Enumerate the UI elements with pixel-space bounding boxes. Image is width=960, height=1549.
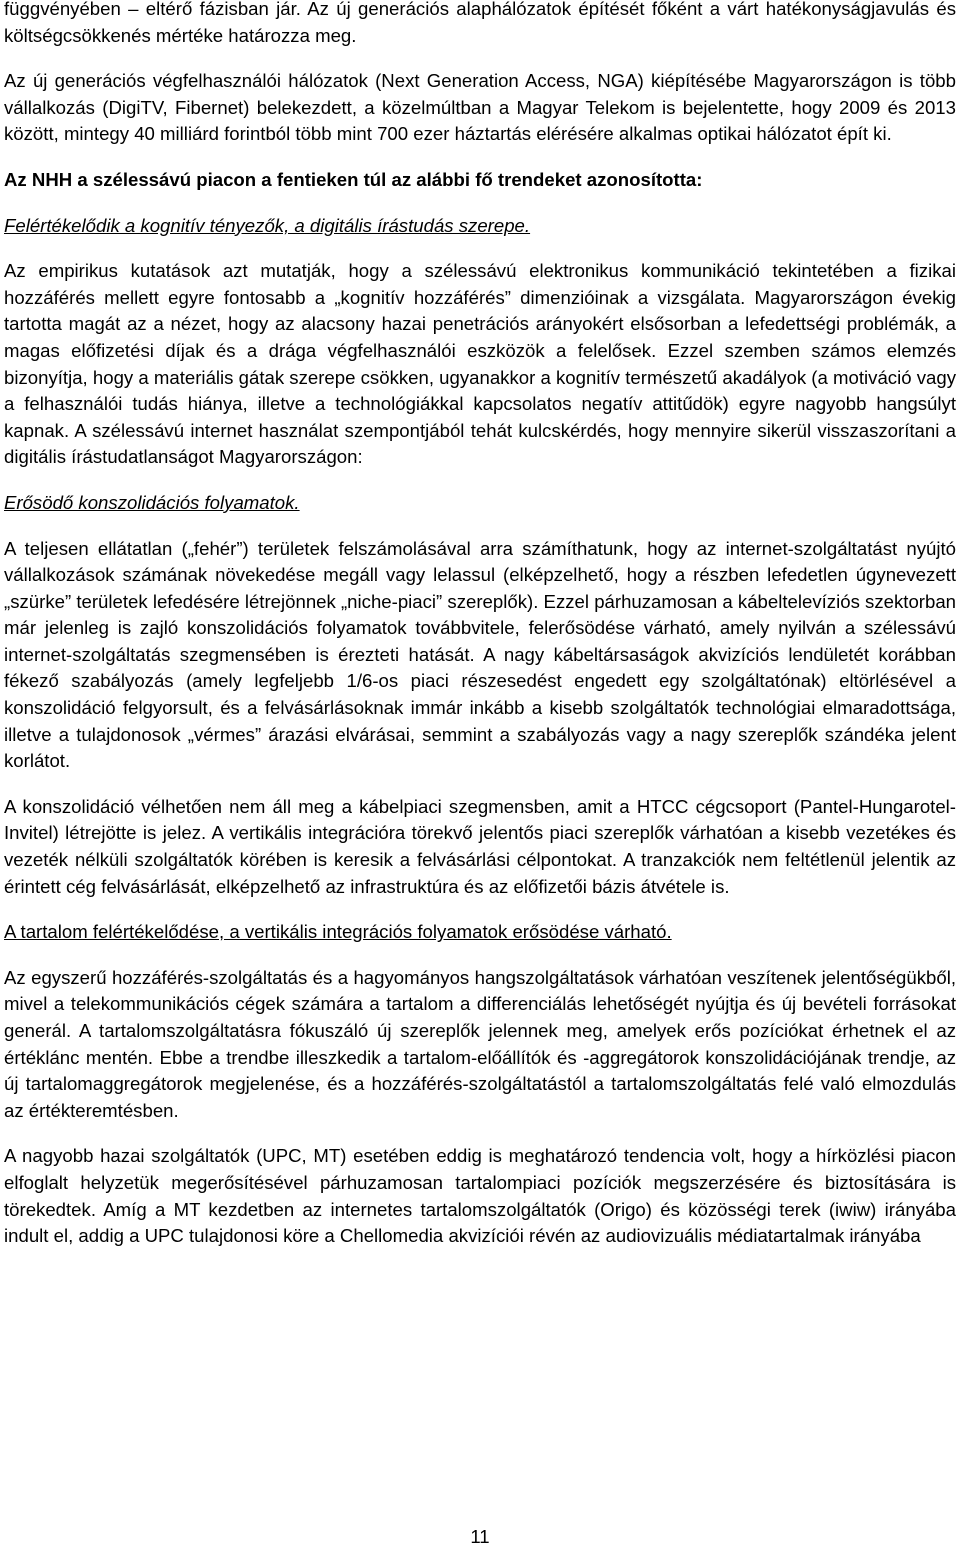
paragraph-htcc-consolidation: A konszolidáció vélhetően nem áll meg a kábelpiaci szegmensben, amit a HTCC cégcsoport (Pantel-Hungarotel-Invitel) létrejötte is jelez. A vertikális integrációra törekvő jelentős piaci szereplők várhatóan a kisebb vezetékes és vezeték nélküli szolgáltatók körében is keresik a felvásárlási célpontokat. A tranzakciók nem feltétlenül jelentik az érintett cég felvásárlását, elképzelhető az infrastruktúra és az előfizetői bázis átvétele is.	[4, 795, 956, 897]
paragraph-cognitive-access: Az empirikus kutatások azt mutatják, hogy a szélessávú elektronikus kommunikáció tekintetében a fizikai hozzáférés mellett egyre fontosabb a „kognitív hozzáférés” dimenzióinak a vizsgálata. Magyarországon évekig tartotta magát az a nézet, hogy az alacsony hazai penetrációs arányokért elsősorban a lefedettségi problémák, a magas előfizetési díjak és a drága végfelhasználói eszközök a felelősek. Ezzel szemben számos elemzés bizonyítja, hogy a materiális gátak szerepe csökken, ugyanakkor a kognitív természetű akadályok (a motiváció vagy a felhasználói tudás hiánya, illetve a technológiákkal kapcsolatos negatív attitűdök) egyre nagyobb hangsúlyt kapnak. A szélessávú internet használat szempontjából tehát kulcskérdés, hogy mennyire sikerül visszaszorítani a digitális írástudatlanságot Magyarországon:	[4, 260, 956, 468]
trend-heading-content-value: A tartalom felértékelődése, a vertikális integrációs folyamatok erősödése várható.	[4, 921, 672, 943]
trends-intro-heading: Az NHH a szélessávú piacon a fentieken túl az alábbi fő trendeket azonosította:	[4, 168, 703, 190]
paragraph-major-providers: A nagyobb hazai szolgáltatók (UPC, MT) esetében eddig is meghatározó tendencia volt, hogy a hírközlési piacon elfoglalt helyzetük megerősítésével párhuzamosan tartalompiaci pozíciók megszerzésére és biztosítására is törekedtek. Amíg a MT kezdetben az internetes tartalomszolgáltatók (Origo) és közösségi terek (iwiw) irányába indult el, addig a UPC tulajdonosi köre a Chellomedia akvizíciói révén az audiovizuális médiatartalmak irányába	[4, 1145, 956, 1247]
paragraph-white-areas: A teljesen ellátatlan („fehér”) területek felszámolásával arra számíthatunk, hogy az internet-szolgáltatást nyújtó vállalkozások számának növekedése megáll vagy lelassul (elképzelhető, hogy a részben lefedetlen úgynevezett „szürke” területek lefedésére létrejönnek „niche-piaci” szereplők). Ezzel párhuzamosan a kábeltelevíziós szektorban már jelenleg is zajló konszolidációs folyamatok továbbvitele, felerősödése várható, amely nyilván a szélessávú internet-szolgáltatás szegmensében is érezteti hatását. A nagy kábeltársaságok akvizíciós lendületét korábban fékező szabályozás (amely legfeljebb 1/6-os piaci részesedést engedett egy szolgáltatónak) eltörlésével a konszolidáció felgyorsult, és a felvásárlásoknak immár inkább a kisebb szolgáltatók technológiai elmaradottsága, illetve a tulajdonosok „vérmes” árazási elvárásai, semmint a szabályozás vagy a nagy szereplők szándéka jelent korlátot.	[4, 537, 956, 772]
page-number: 11	[470, 1526, 490, 1547]
paragraph-nga-networks: Az új generációs végfelhasználói hálózatok (Next Generation Access, NGA) kiépítésébe Magyarországon is több vállalkozás (DigiTV, Fibernet) belekezdett, a közelmúltban a Magyar Telekom is bejelentette, hogy 2009 és 2013 között, mintegy 40 milliárd forintból több mint 700 ezer háztartás elérésére alkalmas optikai hálózatot épít ki.	[4, 70, 956, 145]
paragraph-content-services: Az egyszerű hozzáférés-szolgáltatás és a hagyományos hangszolgáltatások várhatóan veszítenek jelentőségükből, mivel a telekommunikációs cégek számára a tartalom a differenciálás lehetőségét nyújtja és új bevételi forrásokat generál. A tartalomszolgáltatásra fókuszáló új szereplők jelennek meg, amelyek erős pozíciókat érhetnek el az értéklánc mentén. Ebbe a trendbe illeszkedik a tartalom-előállítók és -aggregátorok konszolidációjának trendje, az új tartalomaggregátorok megjelenése, és a hozzáférés-szolgáltatástól a tartalomszolgáltatás felé való elmozdulás az értékteremtésben.	[4, 966, 956, 1121]
paragraph-intro-continuation: függvényében – eltérő fázisban jár. Az új generációs alaphálózatok építését főként a várt hatékonyságjavulás és költségcsökkenés mértéke határozza meg.	[4, 0, 956, 46]
trend-heading-consolidation: Erősödő konszolidációs folyamatok.	[4, 491, 300, 513]
trend-heading-cognitive-factors: Felértékelődik a kognitív tényezők, a digitális írástudás szerepe.	[4, 214, 531, 236]
